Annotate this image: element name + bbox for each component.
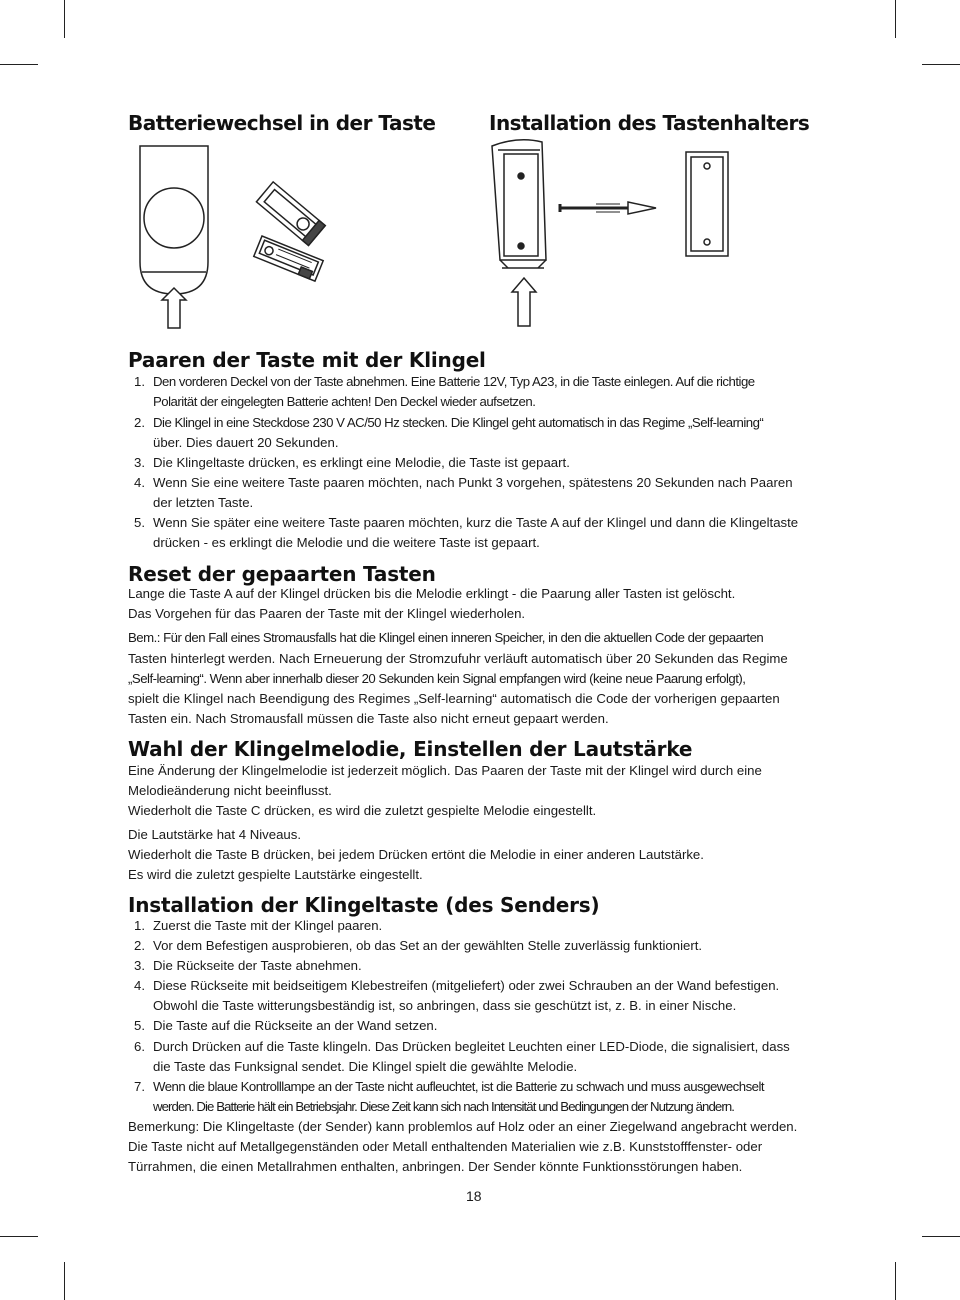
install-item-7-line-2: werden. Die Batterie hält ein Betriebsjahr. Diese Zeit kann sich nach Intensität und Bedingungen der Nutzung ändern. xyxy=(153,1099,735,1114)
pairing-item-5-line-2: drücken - es erklingt die Melodie und die weitere Taste ist gepaart. xyxy=(153,535,540,550)
heading-melody: Wahl der Klingelmelodie, Einstellen der Lautstärke xyxy=(128,737,693,761)
melody-line-3: Wiederholt die Taste C drücken, es wird die zuletzt gespielte Melodie eingestellt. xyxy=(128,803,597,818)
crop-mark xyxy=(0,1236,38,1237)
install-item-2-line-1: Vor dem Befestigen ausprobieren, ob das Set an der gewählten Stelle zuverlässig funktioniert. xyxy=(153,938,703,953)
install-number-1: 1. xyxy=(134,918,145,933)
pairing-item-1-line-1: Den vorderen Deckel von der Taste abnehmen. Eine Batterie 12V, Typ A23, in die Taste einlegen. Auf die richtige xyxy=(153,374,755,389)
install-number-3: 3. xyxy=(134,958,145,973)
heading-installation: Installation der Klingeltaste (des Senders) xyxy=(128,893,600,917)
crop-mark xyxy=(64,1262,65,1300)
melody-line-6: Es wird die zuletzt gespielte Lautstärke eingestellt. xyxy=(128,867,423,882)
pairing-number-1: 1. xyxy=(134,374,145,389)
melody-line-1: Eine Änderung der Klingelmelodie ist jederzeit möglich. Das Paaren der Taste mit der Klingel wird durch eine xyxy=(128,763,762,778)
remark-line-2: Die Taste nicht auf Metallgegenständen oder Metall enthaltenden Materialien wie z.B. Kunststofffenster- oder xyxy=(128,1139,763,1154)
melody-line-4: Die Lautstärke hat 4 Niveaus. xyxy=(128,827,301,842)
battery-change-illustration xyxy=(128,140,358,340)
remark-line-3: Türrahmen, die einen Metallrahmen enthalten, anbringen. Der Sender könnte Funktionsstörungen haben. xyxy=(128,1159,743,1174)
crop-mark xyxy=(922,64,960,65)
crop-mark xyxy=(895,0,896,38)
heading-battery-change: Batteriewechsel in der Taste xyxy=(128,111,436,135)
install-number-2: 2. xyxy=(134,938,145,953)
heading-reset: Reset der gepaarten Tasten xyxy=(128,562,436,586)
pairing-item-2-line-1: Die Klingel in eine Steckdose 230 V AC/50 Hz stecken. Die Klingel geht automatisch in das Regime „Self-learning“ xyxy=(153,415,764,430)
heading-holder-installation: Installation des Tastenhalters xyxy=(489,111,810,135)
heading-pairing: Paaren der Taste mit der Klingel xyxy=(128,348,486,372)
install-item-6-line-2: die Taste das Funksignal sendet. Die Klingel spielt die gewählte Melodie. xyxy=(153,1059,578,1074)
remark-line-1: Bemerkung: Die Klingeltaste (der Sender) kann problemlos auf Holz oder an einer Ziegelwand angebracht werden. xyxy=(128,1119,798,1134)
pairing-number-5: 5. xyxy=(134,515,145,530)
install-item-4-line-1: Diese Rückseite mit beidseitigem Klebestreifen (mitgeliefert) oder zwei Schrauben an der Wand befestigen. xyxy=(153,978,780,993)
pairing-item-3-line-1: Die Klingeltaste drücken, es erklingt eine Melodie, die Taste ist gepaart. xyxy=(153,455,570,470)
holder-installation-illustration xyxy=(488,130,748,330)
note-line-3: „Self-learning“. Wenn aber innerhalb dieser 20 Sekunden kein Signal empfangen wird (keine neue Paarung erfolgt), xyxy=(128,671,746,686)
install-number-7: 7. xyxy=(134,1079,145,1094)
crop-mark xyxy=(895,1262,896,1300)
pairing-number-4: 4. xyxy=(134,475,145,490)
install-item-3-line-1: Die Rückseite der Taste abnehmen. xyxy=(153,958,362,973)
reset-line-1: Lange die Taste A auf der Klingel drücken bis die Melodie erklingt - die Paarung aller Tasten ist gelöscht. xyxy=(128,586,736,601)
pairing-item-2-line-2: über. Dies dauert 20 Sekunden. xyxy=(153,435,339,450)
install-number-6: 6. xyxy=(134,1039,145,1054)
install-item-4-line-2: Obwohl die Taste witterungsbeständig ist, so anbringen, dass sie geschützt ist, z. B. in einer Nische. xyxy=(153,998,737,1013)
melody-line-2: Melodieänderung nicht beeinflusst. xyxy=(128,783,332,798)
crop-mark xyxy=(64,0,65,38)
crop-mark xyxy=(0,64,38,65)
note-line-4: spielt die Klingel nach Beendigung des Regimes „Self-learning“ automatisch die Code der vorherigen gepaarten xyxy=(128,691,780,706)
pairing-number-3: 3. xyxy=(134,455,145,470)
pairing-item-5-line-1: Wenn Sie später eine weitere Taste paaren möchten, kurz die Taste A auf der Klingel und dann die Klingeltaste xyxy=(153,515,799,530)
pairing-number-2: 2. xyxy=(134,415,145,430)
reset-line-2: Das Vorgehen für das Paaren der Taste mit der Klingel wiederholen. xyxy=(128,606,526,621)
install-item-5-line-1: Die Taste auf die Rückseite an der Wand setzen. xyxy=(153,1018,438,1033)
note-line-5: Tasten ein. Nach Stromausfall müssen die Taste also nicht erneut gepaart werden. xyxy=(128,711,609,726)
note-line-2: Tasten hinterlegt werden. Nach Erneuerung der Stromzufuhr verläuft automatisch über 20 Sekunden das Regime xyxy=(128,651,788,666)
crop-mark xyxy=(922,1236,960,1237)
page-number: 18 xyxy=(466,1188,482,1204)
melody-line-5: Wiederholt die Taste B drücken, bei jedem Drücken ertönt die Melodie in einer anderen Lautstärke. xyxy=(128,847,704,862)
pairing-item-4-line-2: der letzten Taste. xyxy=(153,495,254,510)
install-item-6-line-1: Durch Drücken auf die Taste klingeln. Das Drücken begleitet Leuchten einer LED-Diode, die signalisiert, dass xyxy=(153,1039,790,1054)
install-item-1-line-1: Zuerst die Taste mit der Klingel paaren. xyxy=(153,918,383,933)
note-line-1: Bem.: Für den Fall eines Stromausfalls hat die Klingel einen inneren Speicher, in den die aktuellen Code der gepaarten xyxy=(128,630,764,645)
install-number-4: 4. xyxy=(134,978,145,993)
install-number-5: 5. xyxy=(134,1018,145,1033)
install-item-7-line-1: Wenn die blaue Kontrolllampe an der Taste nicht aufleuchtet, ist die Batterie zu schwach und muss ausgewechselt xyxy=(153,1079,765,1094)
pairing-item-4-line-1: Wenn Sie eine weitere Taste paaren möchten, nach Punkt 3 vorgehen, spätestens 20 Sekunden nach Paaren xyxy=(153,475,793,490)
pairing-item-1-line-2: Polarität der eingelegten Batterie achten! Den Deckel wieder aufsetzen. xyxy=(153,394,536,409)
